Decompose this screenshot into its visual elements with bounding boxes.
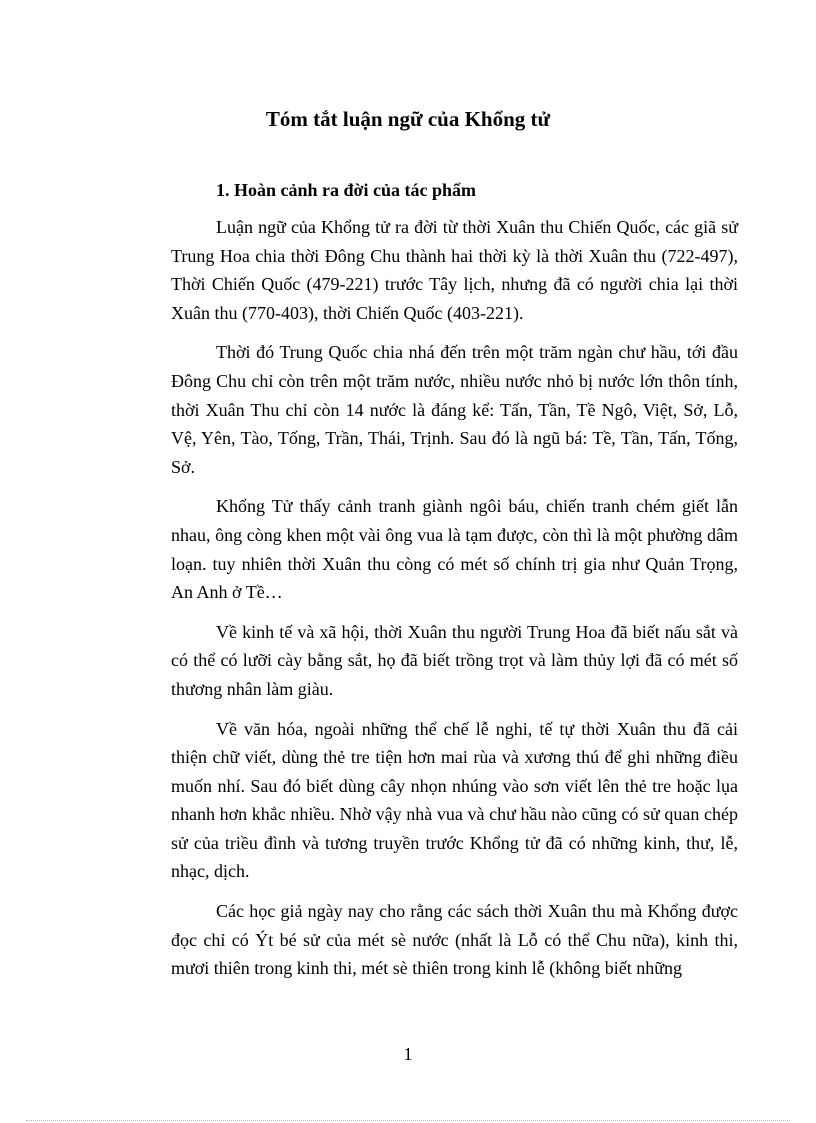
document-body	[171, 213, 738, 994]
page-number: 1	[403, 1044, 413, 1064]
page-title: Tóm tắt luận ngữ của Khổng tử	[265, 107, 551, 131]
paragraph: Luận ngữ của Khổng tử ra đời từ thời Xuân thu Chiến Quốc, các giã sử Trung Hoa chia thời Đông Chu thành hai thời kỳ là thời Xuân thu (722-497), Thời Chiến Quốc (479-221) trước Tây lịch, nhưng đã có người chia lại thời Xuân thu (770-403), thời Chiến Quốc (403-221).	[171, 217, 738, 323]
paragraph: Về kinh tế và xã hội, thời Xuân thu người Trung Hoa đã biết nấu sắt và có thể có lưỡi cày bằng sắt, họ đã biết trồng trọt và làm thủy lợi đã có mét số thương nhân làm giàu.	[171, 621, 738, 699]
paragraph: Các học giả ngày nay cho rằng các sách thời Xuân thu mà Khổng được đọc chỉ có Ýt bé sử của mét sè nước (nhất là Lỗ có thể Chu nữa), kinh thi, mươi thiên trong kinh thi, mét sè thiên trong kinh lễ (không biết những	[171, 901, 738, 979]
section-heading: 1. Hoàn cảnh ra đời của tác phẩm	[216, 180, 476, 200]
page-break-divider	[26, 1120, 790, 1121]
paragraph: Về văn hóa, ngoài những thể chế lễ nghi, tế tự thời Xuân thu đã cải thiện chữ viết, dùng thẻ tre tiện hơn mai rùa và xương thú để ghi những điều muốn nhí. Sau đó biết dùng cây nhọn nhúng vào sơn viết lên thẻ tre hoặc lụa nhanh hơn khắc nhiều. Nhờ vậy nhà vua và chư hầu nào cũng có sử quan chép sử của triều đình và tương truyền trước Khổng tử đã có những kinh, thư, lễ, nhạc, dịch.	[171, 718, 738, 882]
paragraph: Thời đó Trung Quốc chia nhá đến trên một trăm ngàn chư hầu, tới đầu Đông Chu chỉ còn trên một trăm nước, nhiều nước nhỏ bị nước lớn thôn tính, thời Xuân Thu chỉ còn 14 nước là đáng kể: Tấn, Tần, Tề Ngô, Việt, Sở, Lỗ, Vệ, Yên, Tào, Tống, Trần, Thái, Trịnh. Sau đó là ngũ bá: Tề, Tần, Tấn, Tống, Sở.	[171, 342, 738, 477]
paragraph: Khổng Tử thấy cảnh tranh giành ngôi báu, chiến tranh chém giết lẫn nhau, ông còng khen một vài ông vua là tạm được, còn thì là một phường dâm loạn. tuy nhiên thời Xuân thu còng có mét số chính trị gia như Quản Trọng, An Anh ở Tề…	[171, 496, 738, 603]
